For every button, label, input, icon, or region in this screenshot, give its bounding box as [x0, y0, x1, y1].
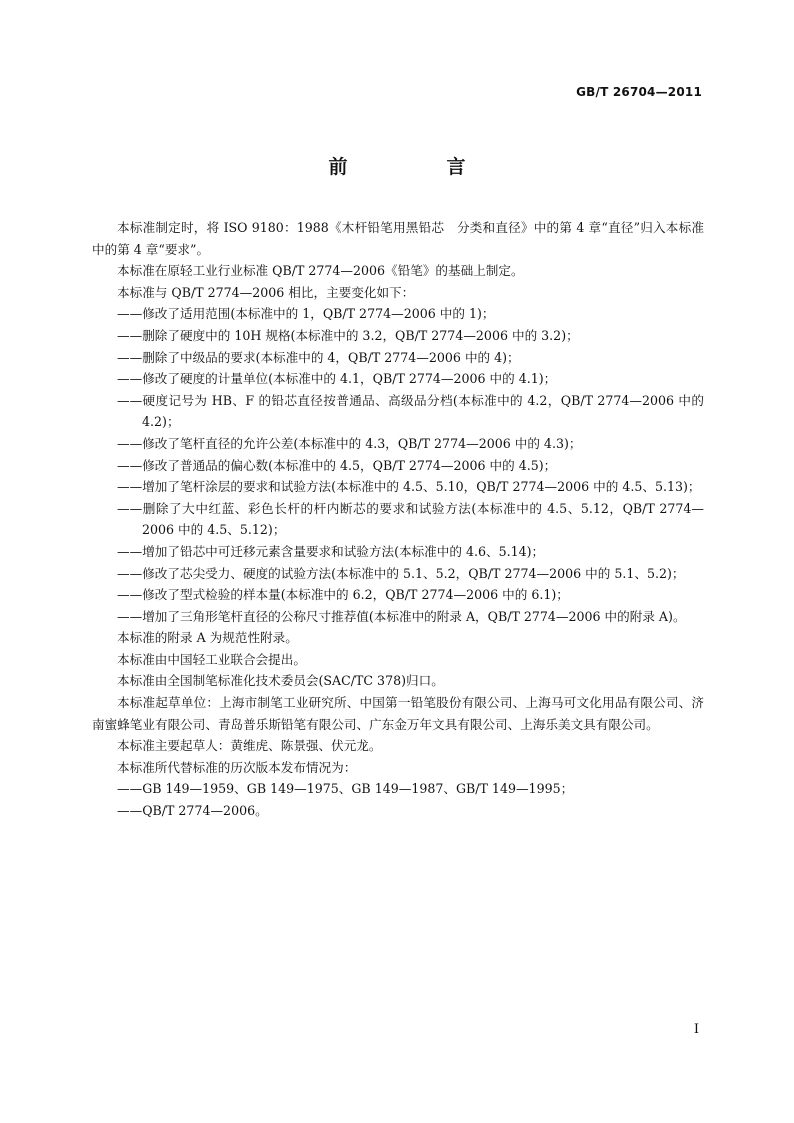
list-item: ——QB/T 2774—2006。 — [117, 803, 268, 819]
list-item: ——删除了中级品的要求(本标准中的 4，QB/T 2774—2006 中的 4)； — [117, 349, 520, 365]
list-item: ——修改了适用范围(本标准中的 1，QB/T 2774—2006 中的 1)； — [117, 306, 495, 322]
paragraph: 本标准在原轻工业行业标准 QB/T 2774—2006《铅笔》的基础上制定。 — [117, 263, 524, 279]
paragraph: 本标准与 QB/T 2774—2006 相比，主要变化如下： — [117, 284, 415, 300]
list-item: ——删除了大中红蓝、彩色长杆的杆内断芯的要求和试验方法(本标准中的 4.5、5.12，QB/T 2774—2006 中的 4.5、5.12)； — [117, 500, 704, 538]
list-item: ——修改了笔杆直径的允许公差(本标准中的 4.3，QB/T 2774—2006 中的 4.3)； — [117, 435, 582, 451]
paragraph: 本标准主要起草人：黄维虎、陈景强、伏元龙。 — [117, 738, 382, 754]
list-item: ——修改了芯尖受力、硬度的试验方法(本标准中的 5.1、5.2，QB/T 2774—2006 中的 5.1、5.2)； — [117, 565, 685, 581]
page-title: 前 言 — [328, 156, 506, 178]
list-item: ——删除了硬度中的 10H 规格(本标准中的 3.2，QB/T 2774—2006 中的 3.2)； — [117, 327, 579, 343]
paragraph: 本标准由全国制笔标准化技术委员会(SAC/TC 378)归口。 — [117, 673, 444, 689]
paragraph: 本标准由中国轻工业联合会提出。 — [117, 651, 306, 667]
paragraph: 本标准的附录 A 为规范性附录。 — [117, 630, 298, 646]
list-item: ——增加了笔杆涂层的要求和试验方法(本标准中的 4.5、5.10，QB/T 2774—2006 中的 4.5、5.13)； — [117, 479, 701, 495]
paragraph: 本标准所代替标准的历次版本发布情况为： — [117, 759, 357, 775]
page-number: I — [693, 1022, 699, 1037]
list-item: ——修改了型式检验的样本量(本标准中的 6.2，QB/T 2774—2006 中的 6.1)； — [117, 587, 569, 603]
list-item: ——修改了普通品的偏心数(本标准中的 4.5，QB/T 2774—2006 中的 4.5)； — [117, 457, 557, 473]
document-body — [92, 217, 704, 822]
list-item: ——修改了硬度的计量单位(本标准中的 4.1，QB/T 2774—2006 中的 4.1)； — [117, 371, 557, 387]
list-item: ——增加了三角形笔杆直径的公称尺寸推荐值(本标准中的附录 A，QB/T 2774—2006 中的附录 A)。 — [117, 608, 686, 624]
standard-code: GB/T 26704—2011 — [576, 85, 702, 99]
list-item: ——GB 149—1959、GB 149—1975、GB 149—1987、GB/T 149—1995； — [117, 781, 574, 797]
paragraph: 本标准起草单位：上海市制笔工业研究所、中国第一铅笔股份有限公司、上海马可文化用品有限公司、济南蜜蜂笔业有限公司、青岛普乐斯铅笔有限公司、广东金万年文具有限公司、上海乐美文具有限公司。 — [92, 695, 704, 732]
list-item: ——增加了铅芯中可迁移元素含量要求和试验方法(本标准中的 4.6、5.14)； — [117, 543, 545, 559]
paragraph: 本标准制定时，将 ISO 9180：1988《木杆铅笔用黑铅芯 分类和直径》中的第 4 章“直径”归入本标准中的第 4 章“要求”。 — [92, 220, 704, 257]
list-item: ——硬度记号为 HB、F 的铅芯直径按普通品、高级品分档(本标准中的 4.2，QB/T 2774—2006 中的 4.2)； — [117, 392, 704, 430]
